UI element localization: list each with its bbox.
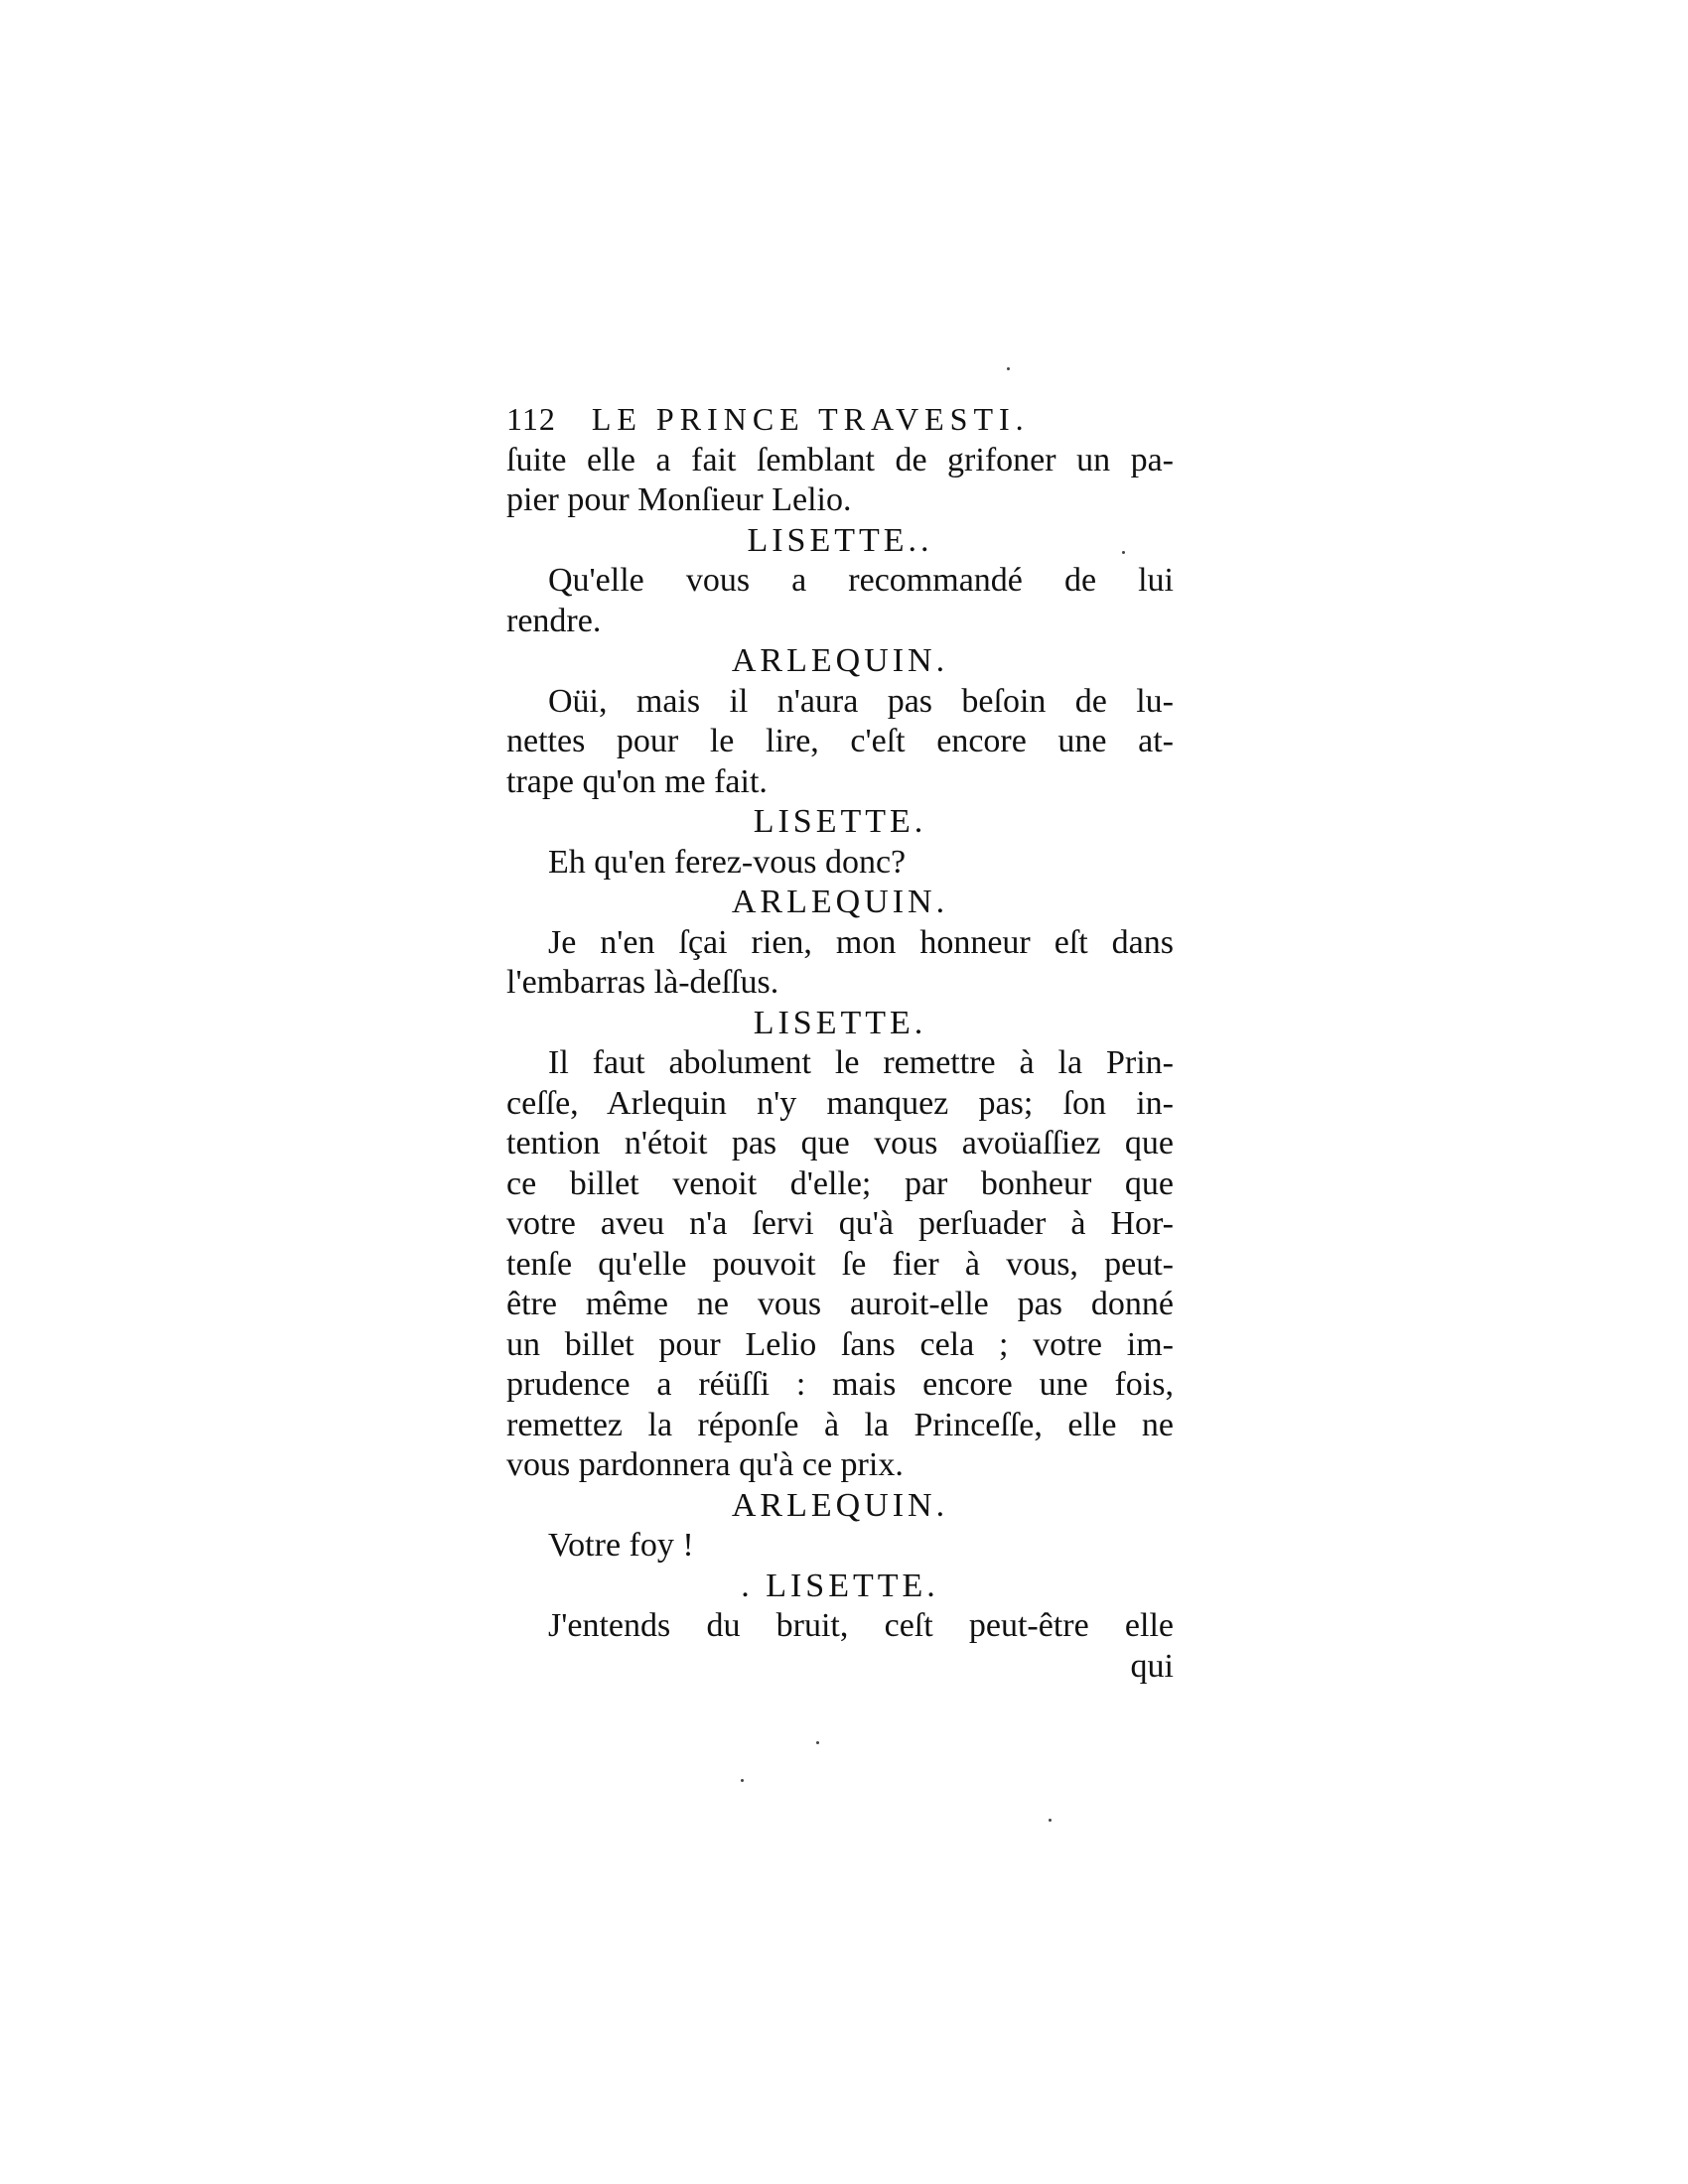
page-number: 112 xyxy=(506,401,556,437)
text-line: prudence a réüſſi : mais encore une fois, xyxy=(506,1366,1174,1403)
text-line: vous pardonnera qu'à ce prix. xyxy=(506,1446,904,1483)
text-line: votre aveu n'a ſervi qu'à perſuader à Hor- xyxy=(506,1205,1174,1242)
speck xyxy=(1007,367,1010,370)
text-line: ce billet venoit d'elle; par bonheur que xyxy=(506,1164,1174,1202)
running-title: LE PRINCE TRAVESTI. xyxy=(591,401,1030,437)
text-line: Oüi, mais il n'aura pas beſoin de lu- xyxy=(548,682,1174,720)
text-line: être même ne vous auroit-elle pas donné xyxy=(506,1286,1174,1322)
book-page xyxy=(506,399,1174,1687)
text-line: J'entends du bruit, ceſt peut-être elle xyxy=(548,1607,1174,1644)
speck xyxy=(816,1741,819,1744)
catchword: qui xyxy=(1130,1647,1174,1685)
text-line: tention n'étoit pas que vous avoüaſſiez que xyxy=(506,1125,1174,1161)
speaker-name: ARLEQUIN. xyxy=(731,1486,949,1524)
text-line: rendre. xyxy=(506,602,602,639)
speaker-name: ARLEQUIN. xyxy=(731,642,949,679)
text-line: nettes pour le lire, c'eſt encore une at- xyxy=(506,723,1174,759)
text-line: l'embarras là-deſſus. xyxy=(506,964,779,1001)
text-line: Je n'en ſçai rien, mon honneur eſt dans xyxy=(548,923,1174,961)
text-line: trape qu'on me fait. xyxy=(506,762,768,800)
text-line: Eh qu'en ferez-vous donc? xyxy=(548,843,907,881)
text-line: un billet pour Lelio ſans cela ; votre im- xyxy=(506,1325,1174,1363)
speaker-name: LISETTE. xyxy=(753,803,927,840)
speck xyxy=(1122,551,1125,554)
speaker-name: LISETTE.. xyxy=(747,521,933,559)
text-line: Il faut abolument le remettre à la Prin- xyxy=(548,1044,1174,1081)
text-line: Qu'elle vous a recommandé de lui xyxy=(548,562,1174,599)
text-line: Votre foy ! xyxy=(548,1527,694,1564)
speaker-name: ARLEQUIN. xyxy=(731,884,949,920)
text-line: tenſe qu'elle pouvoit ſe fier à vous, peut- xyxy=(506,1245,1174,1283)
text-line: remettez la réponſe à la Princeſſe, elle ne xyxy=(506,1406,1174,1443)
text-line: pier pour Monſieur Lelio. xyxy=(506,481,852,518)
speck xyxy=(741,1779,744,1782)
text-line: ſuite elle a fait ſemblant de grifoner un pa- xyxy=(506,441,1174,478)
running-header xyxy=(506,399,1174,440)
speaker-name: LISETTE. xyxy=(753,1004,927,1041)
speck xyxy=(1049,1819,1052,1822)
speaker-name: . LISETTE. xyxy=(741,1567,939,1604)
text-line: ceſſe, Arlequin n'y manquez pas; ſon in- xyxy=(506,1084,1174,1122)
